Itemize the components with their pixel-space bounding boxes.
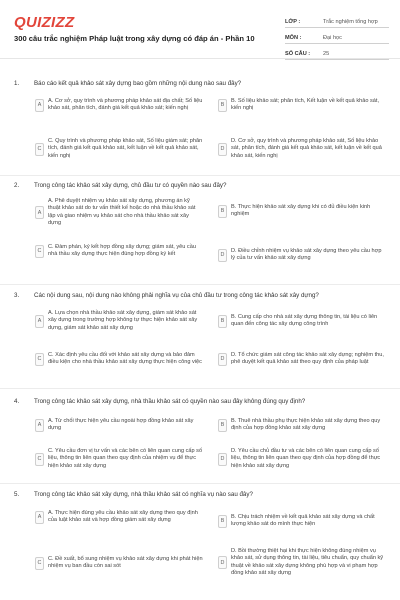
option-letter: B bbox=[218, 315, 227, 328]
option-letter: A bbox=[35, 511, 44, 524]
option-a[interactable] bbox=[35, 418, 203, 433]
option-d[interactable] bbox=[218, 448, 386, 470]
question-divider bbox=[0, 284, 400, 285]
option-text: B. Thực hiện khảo sát xây dựng khi có đủ điều kiện kinh nghiệm bbox=[231, 204, 371, 218]
option-letter: B bbox=[218, 205, 227, 218]
option-letter: D bbox=[218, 143, 227, 156]
option-text: D. Bồi thường thiệt hại khi thực hiện không đúng nhiệm vụ khảo sát, sử dụng thông tin, tài liệu, tiêu chuẩn, quy chuẩn kỹ thuật về khảo sát xây dựng không phù hợp và vi phạm hợp đồng khảo sát xây dựng bbox=[231, 548, 384, 577]
option-text: B. Thuê nhà thầu phụ thực hiện khảo sát xây dựng theo quy định của hợp đồng khảo sát xây dựng bbox=[231, 418, 381, 432]
option-a[interactable] bbox=[35, 98, 203, 113]
option-b[interactable] bbox=[218, 98, 386, 113]
option-letter: D bbox=[218, 556, 227, 569]
option-letter: C bbox=[35, 557, 44, 570]
option-letter: D bbox=[218, 453, 227, 466]
option-letter: A bbox=[35, 315, 44, 328]
question-number: 5. bbox=[14, 491, 20, 498]
option-letter: D bbox=[218, 249, 227, 262]
question-number: 3. bbox=[14, 292, 20, 299]
question-number: 2. bbox=[14, 182, 20, 189]
option-letter: B bbox=[218, 515, 227, 528]
meta-panel bbox=[285, 12, 389, 60]
option-text: D. Cơ sở, quy trình và phương pháp khảo sát, Số liệu khảo sát, phân tích, đánh giá kết quả khảo sát, kết luận về kết quả khảo sát, kiến nghị bbox=[231, 138, 382, 159]
option-letter: B bbox=[218, 419, 227, 432]
option-text: C. Đề xuất, bổ sung nhiệm vụ khảo sát xây dựng khi phát hiện nhiệm vụ ban đầu còn sai sót bbox=[48, 556, 203, 570]
meta-value: 25 bbox=[323, 51, 330, 57]
option-c[interactable] bbox=[35, 244, 203, 259]
meta-value: Đại học bbox=[323, 35, 342, 41]
question-text: Trong công tác khảo sát xây dựng, nhà thầu khảo sát có nghĩa vụ nào sau đây? bbox=[34, 491, 253, 498]
quizizz-logo: QUIZIZZ bbox=[14, 14, 75, 31]
question-divider bbox=[0, 388, 400, 389]
option-letter: A bbox=[35, 419, 44, 432]
question-number: 1. bbox=[14, 80, 20, 87]
option-c[interactable] bbox=[35, 556, 203, 571]
option-letter: C bbox=[35, 245, 44, 258]
option-a[interactable] bbox=[35, 198, 203, 228]
option-letter: B bbox=[218, 99, 227, 112]
option-b[interactable] bbox=[218, 514, 386, 529]
question-1 bbox=[14, 80, 388, 88]
option-b[interactable] bbox=[218, 314, 386, 329]
option-d[interactable] bbox=[218, 138, 386, 160]
option-b[interactable] bbox=[218, 204, 386, 219]
option-text: A. Lựa chọn nhà thầu khảo sát xây dựng, giám sát khảo sát xây dựng trong trường hợp không tự thực hiện khảo sát xây dựng, giám sát khảo sát xây dựng bbox=[48, 310, 198, 331]
meta-row-class bbox=[285, 12, 389, 28]
option-letter: D bbox=[218, 353, 227, 366]
option-letter: A bbox=[35, 206, 44, 219]
option-text: D. Yêu cầu chủ đầu tư và các bên có liên quan cung cấp số liệu, thông tin liên quan theo quy định của hợp đồng để thực hiện khảo sát xây dựng bbox=[231, 448, 381, 469]
option-letter: C bbox=[35, 353, 44, 366]
option-text: C. Yêu cầu đơn vị tư vấn và các bên có liên quan cung cấp số liệu, thông tin liên quan theo quy định của nhiệm vụ để thực hiện khảo sát xây dựng bbox=[48, 448, 203, 469]
option-text: A. Cơ sở, quy trình và phương pháp khảo sát địa chất; Số liệu khảo sát, phân tích, đánh giá kết quả khảo sát; kiến nghị bbox=[48, 98, 203, 112]
option-text: B. Cung cấp cho nhà sát xây dựng thông tin, tài liệu có liên quan đến công tác xây dựng công trình bbox=[231, 314, 378, 328]
option-text: B. Chịu trách nhiệm về kết quả khảo sát xây dựng và chất lượng khảo sát do mình thực hiện bbox=[231, 514, 375, 528]
header-divider bbox=[0, 58, 400, 59]
option-text: C. Xác định yêu cầu đối với khảo sát xây dựng và bảo đảm điều kiện cho nhà thầu khảo sát xây dựng thực hiện công việc bbox=[48, 352, 202, 366]
question-text: Trong công tác khảo sát xây dựng, nhà thầu khảo sát có quyền nào sau đây không đúng quy định? bbox=[34, 398, 306, 405]
option-a[interactable] bbox=[35, 310, 203, 332]
question-divider bbox=[0, 175, 400, 176]
meta-label: LỚP : bbox=[285, 19, 301, 25]
option-c[interactable] bbox=[35, 352, 203, 367]
option-d[interactable] bbox=[218, 548, 386, 578]
meta-label: SỐ CÂU : bbox=[285, 51, 311, 57]
option-text: A. Phê duyệt nhiệm vụ khảo sát xây dựng, phương án kỹ thuật khảo sát do tư vấn thiết kế hoặc do nhà thầu khảo sát lập và giao nhiệm vụ khảo sát cho nhà thầu khảo sát xây dựng bbox=[48, 198, 196, 227]
option-d[interactable] bbox=[218, 352, 386, 367]
question-text: Các nội dung sau, nội dung nào không phải nghĩa vụ của chủ đầu tư trong công tác khảo sát xây dựng? bbox=[34, 292, 319, 299]
option-d[interactable] bbox=[218, 248, 386, 263]
option-text: C. Quy trình và phương pháp khảo sát, Số liệu giám sát; phân tích, đánh giá kết quả khảo sát, kết luận về kết quả khảo sát, kiến nghị bbox=[48, 138, 203, 159]
question-number: 4. bbox=[14, 398, 20, 405]
option-c[interactable] bbox=[35, 138, 203, 160]
question-3 bbox=[14, 292, 388, 300]
meta-label: MÔN : bbox=[285, 35, 302, 41]
option-b[interactable] bbox=[218, 418, 386, 433]
page-title: 300 câu trắc nghiệm Pháp luật trong xây dựng có đáp án - Phần 10 bbox=[14, 34, 255, 43]
meta-value: Trắc nghiệm tổng hợp bbox=[323, 19, 378, 25]
option-text: B. Số liệu khảo sát; phân tích, Kết luận về kết quả khảo sát, kiến nghị bbox=[231, 98, 380, 112]
question-text: Trong công tác khảo sát xây dựng, chủ đầu tư có quyền nào sau đây? bbox=[34, 182, 227, 189]
question-5 bbox=[14, 491, 388, 499]
option-text: A. Thực hiện đúng yêu cầu khảo sát xây dựng theo quy định của luật khảo sát và hợp đồng giám sát xây dựng bbox=[48, 510, 198, 524]
option-letter: C bbox=[35, 143, 44, 156]
option-letter: C bbox=[35, 453, 44, 466]
question-text: Báo cáo kết quả khảo sát xây dựng bao gồm những nội dung nào sau đây? bbox=[34, 80, 242, 87]
option-a[interactable] bbox=[35, 510, 203, 525]
question-divider bbox=[0, 483, 400, 484]
option-letter: A bbox=[35, 99, 44, 112]
question-4 bbox=[14, 398, 388, 406]
question-2 bbox=[14, 182, 388, 190]
option-text: D. Điều chỉnh nhiệm vụ khảo sát xây dựng theo yêu cầu hợp lý của tư vấn khảo sát xây dựng bbox=[231, 248, 382, 262]
option-text: C. Đàm phán, ký kết hợp đồng xây dựng; giám sát, yêu cầu nhà thầu xây dựng thực hiện đúng hợp đồng ký kết bbox=[48, 244, 196, 258]
meta-row-subject bbox=[285, 28, 389, 44]
option-c[interactable] bbox=[35, 448, 203, 470]
option-text: A. Từ chối thực hiện yêu cầu ngoài hợp đồng khảo sát xây dựng bbox=[48, 418, 194, 432]
option-text: D. Tổ chức giám sát công tác khảo sát xây dựng; nghiệm thu, phê duyệt kết quả khảo sát theo quy định của pháp luật bbox=[231, 352, 384, 366]
